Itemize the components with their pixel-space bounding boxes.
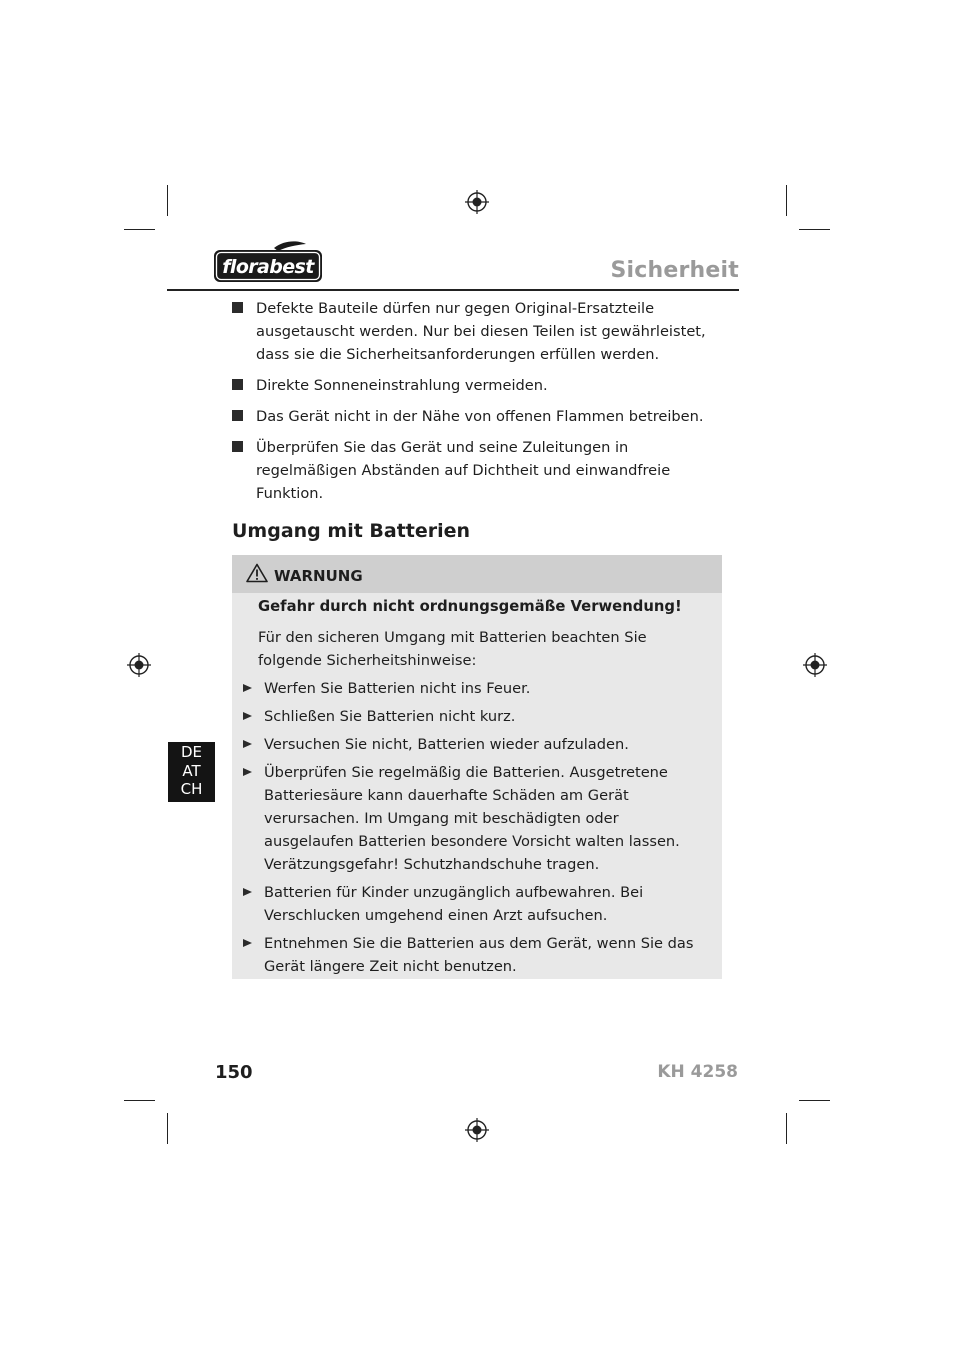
model-number: KH 4258 — [657, 1062, 738, 1082]
list-item — [232, 297, 732, 366]
arrow-bullet-icon — [243, 684, 252, 692]
crop-mark — [167, 185, 168, 216]
section-heading: Umgang mit Batterien — [232, 520, 471, 542]
crop-mark — [124, 229, 155, 230]
warning-triangle-icon — [246, 563, 268, 583]
list-item-text: Batterien für Kinder unzugänglich aufbewahren. Bei Verschlucken umgehend einen Arzt aufsuchen. — [264, 884, 644, 924]
crop-mark — [786, 1113, 787, 1144]
registration-mark-icon — [465, 190, 489, 214]
list-item — [242, 705, 710, 728]
language-code: DE — [180, 743, 203, 761]
list-item-text: Werfen Sie Batterien nicht ins Feuer. — [264, 680, 531, 697]
header-rule — [167, 289, 739, 291]
square-bullet-icon — [232, 441, 243, 452]
page-number: 150 — [215, 1062, 253, 1083]
arrow-bullet-icon — [243, 712, 252, 720]
arrow-bullet-icon — [243, 888, 252, 896]
list-item-text: Das Gerät nicht in der Nähe von offenen Flammen betreiben. — [256, 408, 704, 425]
list-item — [232, 405, 732, 428]
language-tab — [168, 742, 215, 802]
crop-mark — [786, 185, 787, 216]
list-item — [242, 677, 710, 700]
warning-intro: Für den sicheren Umgang mit Batterien beachten Sie folgende Sicherheitshinweise: — [258, 629, 647, 669]
list-item — [242, 733, 710, 756]
registration-mark-icon — [465, 1118, 489, 1142]
florabest-logo — [212, 238, 324, 284]
safety-list — [232, 297, 732, 513]
language-code: AT — [182, 761, 201, 780]
list-item-text: Überprüfen Sie das Gerät und seine Zuleitungen in regelmäßigen Abständen auf Dichtheit und einwandfreie Funktion. — [256, 439, 671, 502]
list-item — [232, 374, 732, 397]
square-bullet-icon — [232, 379, 243, 390]
arrow-bullet-icon — [243, 740, 252, 748]
arrow-bullet-icon — [243, 768, 252, 776]
crop-mark — [124, 1100, 155, 1101]
list-item-text: Versuchen Sie nicht, Batterien wieder aufzuladen. — [264, 736, 629, 753]
language-code: CH — [180, 780, 203, 798]
list-item — [232, 436, 732, 505]
list-item-text: Schließen Sie Batterien nicht kurz. — [264, 708, 516, 725]
warning-subtitle: Gefahr durch nicht ordnungsgemäße Verwendung! — [258, 598, 682, 615]
list-item-text: Defekte Bauteile dürfen nur gegen Original-Ersatzteile ausgetauscht werden. Nur bei diesen Teilen ist gewährleistet, dass sie die Sicherheitsanforderungen erfüllen werden. — [256, 300, 706, 363]
warning-box — [232, 555, 722, 979]
crop-mark — [167, 1113, 168, 1144]
square-bullet-icon — [232, 410, 243, 421]
list-item — [242, 761, 710, 876]
list-item-text: Entnehmen Sie die Batterien aus dem Gerät, wenn Sie das Gerät längere Zeit nicht benutzen. — [264, 935, 694, 975]
list-item — [242, 932, 710, 978]
arrow-bullet-icon — [243, 939, 252, 947]
crop-mark — [799, 229, 830, 230]
page-title: Sicherheit — [610, 258, 739, 283]
logo-text: florabest — [222, 256, 314, 278]
registration-mark-icon — [127, 653, 151, 677]
warning-label: WARNUNG — [274, 567, 363, 585]
list-item-text: Überprüfen Sie regelmäßig die Batterien. Ausgetretene Batteriesäure kann dauerhafte Schäden am Gerät verursachen. Im Umgang mit beschädigten oder ausgelaufen Batterien besondere Vorsicht walten lassen. Verätzungsgefahr! Schutzhandschuhe tragen. — [264, 764, 680, 873]
warning-header — [232, 555, 722, 593]
list-item-text: Direkte Sonneneinstrahlung vermeiden. — [256, 377, 548, 394]
square-bullet-icon — [232, 302, 243, 313]
crop-mark — [799, 1100, 830, 1101]
registration-mark-icon — [803, 653, 827, 677]
list-item — [242, 881, 710, 927]
warning-list — [242, 677, 710, 983]
